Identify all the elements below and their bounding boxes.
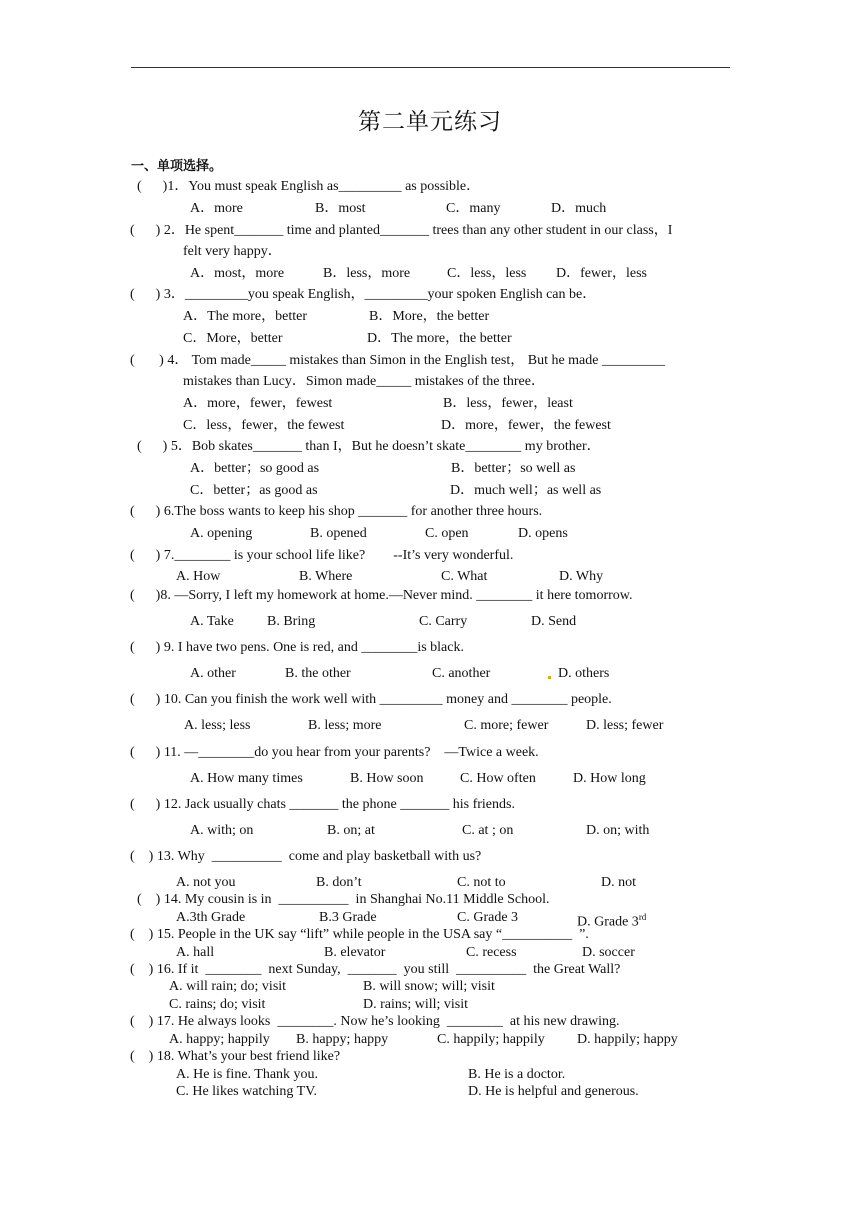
q8-option-d: D. Send [531,614,577,629]
q16-option-c: C. rains; do; visit [169,997,266,1012]
q10-option-d: D. less; fewer [586,718,664,733]
question-14-stem: ( ) 14. My cousin is in __________ in Shanghai No.11 Middle School. [137,892,550,907]
question-2-stem-cont: felt very happy． [183,244,282,259]
q3-option-b: B．More，the better [369,309,490,324]
q8-option-a: A. Take [190,614,234,629]
q9-option-c: C. another [432,666,491,681]
q15-option-a: A. hall [176,945,215,960]
q1-option-b: B．most [315,201,366,216]
question-18-stem: ( ) 18. What’s your best friend like? [130,1049,341,1064]
question-5-stem: ( ) 5．Bob skates_______ than I，But he doesn’t skate________ my brother． [137,439,601,454]
question-8-stem: ( )8. —Sorry, I left my homework at home.—Never mind. ________ it here tomorrow. [130,588,633,603]
page-title: 第二单元练习 [358,109,502,135]
q11-option-b: B. How soon [350,771,424,786]
question-9-stem: ( ) 9. I have two pens. One is red, and ________is black. [130,640,464,655]
question-10-stem: ( ) 10. Can you finish the work well with _________ money and ________ people. [130,692,612,707]
q5-option-a: A．better；so good as [190,461,320,476]
q18-option-d: D. He is helpful and generous. [468,1084,639,1099]
q17-option-d: D. happily; happy [577,1032,678,1047]
q4-option-a: A．more，fewer，fewest [183,396,333,411]
q11-option-d: D. How long [573,771,646,786]
q1-option-d: D．much [551,201,607,216]
q16-option-b: B. will snow; will; visit [363,979,495,994]
q8-option-c: C. Carry [419,614,468,629]
q4-option-c: C．less，fewer，the fewest [183,418,345,433]
q1-option-c: C．many [446,201,501,216]
q6-option-d: D. opens [518,526,568,541]
q13-option-d: D. not [601,875,636,890]
q14-option-c: C. Grade 3 [457,910,519,925]
question-12-stem: ( ) 12. Jack usually chats _______ the phone _______ his friends. [130,797,515,812]
question-6-stem: ( ) 6.The boss wants to keep his shop _______ for another three hours. [130,504,543,519]
q9-option-a: A. other [190,666,236,681]
q12-option-a: A. with; on [190,823,254,838]
q17-option-c: C. happily; happily [437,1032,545,1047]
yellow-mark [548,676,551,679]
q3-option-d: D．The more，the better [367,331,512,346]
header-rule [131,67,730,68]
q6-option-c: C. open [425,526,469,541]
q3-option-c: C．More，better [183,331,283,346]
q14-option-b: B.3 Grade [319,910,377,925]
q9-option-d: D. others [558,666,610,681]
q18-option-b: B. He is a doctor. [468,1067,566,1082]
q8-option-b: B. Bring [267,614,316,629]
q7-option-a: A. How [176,569,221,584]
q13-option-a: A. not you [176,875,236,890]
q10-option-b: B. less; more [308,718,382,733]
question-4-stem: ( ) 4． Tom made_____ mistakes than Simon in the English test， But he made _________ [130,353,665,368]
q2-option-a: A．most，more [190,266,285,281]
q2-option-b: B．less，more [323,266,411,281]
q11-option-c: C. How often [460,771,536,786]
q14-option-d-text: D. Grade 3 [577,914,639,930]
question-1-stem: ( )1．You must speak English as_________ as possible． [137,179,481,194]
section-heading: 一、单项选择。 [131,159,223,174]
q9-option-b: B. the other [285,666,351,681]
q15-option-b: B. elevator [324,945,386,960]
q16-option-a: A. will rain; do; visit [169,979,287,994]
q1-option-a: A．more [190,201,243,216]
q15-option-c: C. recess [466,945,517,960]
question-17-stem: ( ) 17. He always looks ________. Now he’s looking ________ at his new drawing. [130,1014,620,1029]
q7-option-c: C. What [441,569,488,584]
q5-option-b: B．better；so well as [451,461,576,476]
q6-option-b: B. opened [310,526,367,541]
q16-option-d: D. rains; will; visit [363,997,468,1012]
question-16-stem: ( ) 16. If it ________ next Sunday, _______ you still __________ the Great Wall? [130,962,621,977]
q12-option-d: D. on; with [586,823,650,838]
q6-option-a: A. opening [190,526,253,541]
q5-option-d: D．much well；as well as [450,483,602,498]
q7-option-b: B. Where [299,569,353,584]
q3-option-a: A．The more，better [183,309,308,324]
q12-option-c: C. at ; on [462,823,514,838]
q14-option-a: A.3th Grade [176,910,246,925]
q17-option-a: A. happy; happily [169,1032,270,1047]
q12-option-b: B. on; at [327,823,375,838]
q15-option-d: D. soccer [582,945,635,960]
q2-option-d: D．fewer，less [556,266,647,281]
q10-option-c: C. more; fewer [464,718,549,733]
q7-option-d: D. Why [559,569,604,584]
q5-option-c: C．better；as good as [190,483,318,498]
question-3-stem: ( ) 3．_________you speak English，_________your spoken English can be． [130,287,597,302]
q17-option-b: B. happy; happy [296,1032,389,1047]
ordinal-suffix: rd [638,912,647,922]
q13-option-c: C. not to [457,875,506,890]
question-11-stem: ( ) 11. —________do you hear from your parents? —Twice a week. [130,745,539,760]
q11-option-a: A. How many times [190,771,303,786]
question-4-stem-cont: mistakes than Lucy．Simon made_____ mistakes of the three． [183,374,545,389]
q18-option-c: C. He likes watching TV. [176,1084,318,1099]
q4-option-b: B．less，fewer，least [443,396,573,411]
question-15-stem: ( ) 15. People in the UK say “lift” while people in the USA say “__________ ”. [130,927,589,942]
question-7-stem: ( ) 7.________ is your school life like? --It’s very wonderful. [130,548,514,563]
q18-option-a: A. He is fine. Thank you. [176,1067,319,1082]
q13-option-b: B. don’t [316,875,362,890]
q10-option-a: A. less; less [184,718,251,733]
question-13-stem: ( ) 13. Why __________ come and play basketball with us? [130,849,482,864]
q4-option-d: D．more，fewer，the fewest [441,418,611,433]
question-2-stem: ( ) 2．He spent_______ time and planted_______ trees than any other student in our class，I [130,223,673,238]
q2-option-c: C．less，less [447,266,527,281]
